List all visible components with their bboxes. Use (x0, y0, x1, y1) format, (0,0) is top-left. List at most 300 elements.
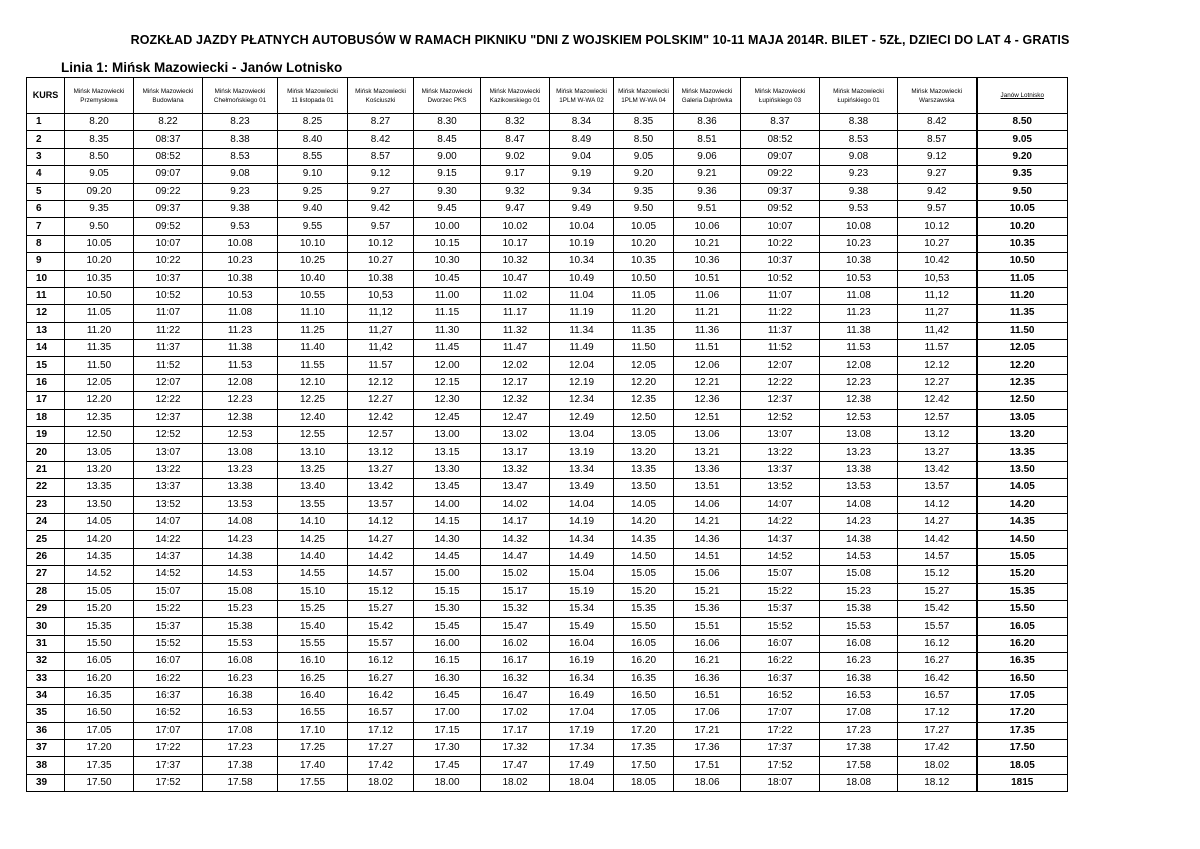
departure-time-cell: 14.40 (278, 548, 348, 565)
table-row (27, 531, 1068, 548)
table-row (27, 114, 1068, 131)
stop-name: Chełmońskiego 01 (213, 96, 267, 104)
departure-time-cell: 10.21 (674, 235, 741, 252)
departure-time-cell: 09:52 (134, 218, 203, 235)
departure-time-cell: 12.12 (348, 374, 414, 391)
departure-time-cell: 10.53 (203, 287, 278, 304)
departure-time-cell: 12.00 (414, 357, 481, 374)
departure-time-cell: 17.42 (898, 740, 977, 757)
departure-time-cell: 10.42 (898, 253, 977, 270)
stop-name: Kazikowskiego 01 (489, 96, 541, 104)
departure-time-cell: 17:52 (741, 757, 820, 774)
departure-time-cell: 14.27 (898, 513, 977, 530)
departure-time-cell: 17.55 (278, 774, 348, 791)
kurs-number: 20 (27, 444, 65, 461)
departure-time-cell: 8.25 (278, 114, 348, 131)
departure-time-cell: 12.27 (348, 392, 414, 409)
departure-time-cell: 12.05 (614, 357, 674, 374)
departure-time-cell: 12.19 (550, 374, 614, 391)
departure-time-cell: 11.25 (278, 322, 348, 339)
departure-time-cell: 12.08 (203, 374, 278, 391)
kurs-number: 10 (27, 270, 65, 287)
departure-time-cell: 14.55 (278, 566, 348, 583)
stop-column-header (898, 78, 977, 114)
departure-time-cell: 8.57 (348, 148, 414, 165)
departure-time-cell: 10.51 (674, 270, 741, 287)
departure-time-cell: 9.57 (348, 218, 414, 235)
table-row (27, 444, 1068, 461)
departure-time-cell: 14.45 (414, 548, 481, 565)
stop-city: Mińsk Mazowiecki (911, 87, 963, 95)
arrival-time-cell: 14.05 (977, 479, 1068, 496)
departure-time-cell: 16:52 (741, 687, 820, 704)
departure-time-cell: 17.36 (674, 740, 741, 757)
departure-time-cell: 12.57 (348, 427, 414, 444)
stop-name: Warszawska (919, 96, 955, 104)
departure-time-cell: 14.53 (820, 548, 898, 565)
stop-city: Mińsk Mazowiecki (142, 87, 194, 95)
departure-time-cell: 10.38 (203, 270, 278, 287)
departure-time-cell: 9.42 (898, 183, 977, 200)
departure-time-cell: 16.10 (278, 653, 348, 670)
departure-time-cell: 16.27 (898, 653, 977, 670)
departure-time-cell: 9.15 (414, 166, 481, 183)
departure-time-cell: 16:22 (134, 670, 203, 687)
departure-time-cell: 17.23 (820, 722, 898, 739)
arrival-time-cell: 17.05 (977, 687, 1068, 704)
departure-time-cell: 9.17 (481, 166, 550, 183)
stop-column-header (674, 78, 741, 114)
departure-time-cell: 11.40 (278, 340, 348, 357)
departure-time-cell: 12:07 (134, 374, 203, 391)
departure-time-cell: 17.27 (898, 722, 977, 739)
table-row (27, 200, 1068, 217)
kurs-number: 7 (27, 218, 65, 235)
departure-time-cell: 17.05 (65, 722, 134, 739)
departure-time-cell: 11:37 (741, 322, 820, 339)
departure-time-cell: 13:22 (134, 461, 203, 478)
departure-time-cell: 12.50 (65, 427, 134, 444)
departure-time-cell: 10.30 (414, 253, 481, 270)
departure-time-cell: 15.57 (348, 635, 414, 652)
departure-time-cell: 17.20 (614, 722, 674, 739)
departure-time-cell: 13.35 (614, 461, 674, 478)
table-row (27, 253, 1068, 270)
departure-time-cell: 10.12 (348, 235, 414, 252)
departure-time-cell: 15.27 (898, 583, 977, 600)
departure-time-cell: 11,42 (898, 322, 977, 339)
departure-time-cell: 16.38 (820, 670, 898, 687)
table-row (27, 740, 1068, 757)
departure-time-cell: 13.42 (348, 479, 414, 496)
stop-name: Łupińskiego 01 (837, 96, 880, 104)
departure-time-cell: 16:22 (741, 653, 820, 670)
departure-time-cell: 15.30 (414, 600, 481, 617)
departure-time-cell: 12.35 (614, 392, 674, 409)
table-row (27, 270, 1068, 287)
kurs-number: 36 (27, 722, 65, 739)
departure-time-cell: 8.42 (348, 131, 414, 148)
departure-time-cell: 14.51 (674, 548, 741, 565)
arrival-time-cell: 15.05 (977, 548, 1068, 565)
departure-time-cell: 11:37 (134, 340, 203, 357)
departure-time-cell: 11.20 (65, 322, 134, 339)
departure-time-cell: 15.08 (203, 583, 278, 600)
departure-time-cell: 13.08 (203, 444, 278, 461)
departure-time-cell: 15.47 (481, 618, 550, 635)
departure-time-cell: 14.20 (65, 531, 134, 548)
departure-time-cell: 8.42 (898, 114, 977, 131)
departure-time-cell: 14.57 (898, 548, 977, 565)
kurs-number: 31 (27, 635, 65, 652)
kurs-column-header: KURS (27, 78, 65, 114)
table-row (27, 183, 1068, 200)
departure-time-cell: 17.35 (65, 757, 134, 774)
departure-time-cell: 11:07 (741, 287, 820, 304)
header-row (27, 78, 1068, 114)
departure-time-cell: 12.53 (820, 409, 898, 426)
departure-time-cell: 8.37 (741, 114, 820, 131)
departure-time-cell: 16.30 (414, 670, 481, 687)
departure-time-cell: 13.38 (203, 479, 278, 496)
departure-time-cell: 17:22 (741, 722, 820, 739)
departure-time-cell: 15.15 (414, 583, 481, 600)
table-row (27, 166, 1068, 183)
departure-time-cell: 16.50 (614, 687, 674, 704)
departure-time-cell: 14.32 (481, 531, 550, 548)
departure-time-cell: 14.23 (203, 531, 278, 548)
departure-time-cell: 14.27 (348, 531, 414, 548)
departure-time-cell: 9.36 (674, 183, 741, 200)
arrival-time-cell: 10.35 (977, 235, 1068, 252)
kurs-number: 11 (27, 287, 65, 304)
departure-time-cell: 17.08 (820, 705, 898, 722)
departure-time-cell: 14:22 (741, 513, 820, 530)
departure-time-cell: 13.36 (674, 461, 741, 478)
stop-column-header (820, 78, 898, 114)
departure-time-cell: 10.19 (550, 235, 614, 252)
stop-city: Mińsk Mazowiecki (489, 87, 541, 95)
kurs-number: 16 (27, 374, 65, 391)
stop-name: Dworzec PKS (427, 96, 467, 104)
departure-time-cell: 13.51 (674, 479, 741, 496)
departure-time-cell: 9.05 (614, 148, 674, 165)
departure-time-cell: 11.55 (278, 357, 348, 374)
departure-time-cell: 10.49 (550, 270, 614, 287)
table-row (27, 131, 1068, 148)
departure-time-cell: 9.40 (278, 200, 348, 217)
arrival-time-cell: 13.05 (977, 409, 1068, 426)
departure-time-cell: 12.45 (414, 409, 481, 426)
departure-time-cell: 9.08 (203, 166, 278, 183)
departure-time-cell: 14.21 (674, 513, 741, 530)
kurs-number: 18 (27, 409, 65, 426)
departure-time-cell: 14.19 (550, 513, 614, 530)
departure-time-cell: 10.38 (820, 253, 898, 270)
departure-time-cell: 13.53 (203, 496, 278, 513)
table-row (27, 479, 1068, 496)
departure-time-cell: 10.34 (550, 253, 614, 270)
departure-time-cell: 11.05 (65, 305, 134, 322)
departure-time-cell: 14.23 (820, 513, 898, 530)
departure-time-cell: 13.20 (65, 461, 134, 478)
departure-time-cell: 13.27 (898, 444, 977, 461)
departure-time-cell: 11.36 (674, 322, 741, 339)
departure-time-cell: 14:52 (741, 548, 820, 565)
departure-time-cell: 10.23 (820, 235, 898, 252)
departure-time-cell: 13.38 (820, 461, 898, 478)
departure-time-cell: 11.57 (898, 340, 977, 357)
departure-time-cell: 16.02 (481, 635, 550, 652)
departure-time-cell: 17.20 (65, 740, 134, 757)
table-row (27, 757, 1068, 774)
departure-time-cell: 17.15 (414, 722, 481, 739)
departure-time-cell: 11.47 (481, 340, 550, 357)
departure-time-cell: 9.35 (65, 200, 134, 217)
departure-time-cell: 13.17 (481, 444, 550, 461)
departure-time-cell: 15:22 (741, 583, 820, 600)
departure-time-cell: 14.36 (674, 531, 741, 548)
arrival-time-cell: 11.50 (977, 322, 1068, 339)
departure-time-cell: 12.08 (820, 357, 898, 374)
departure-time-cell: 16.34 (550, 670, 614, 687)
departure-time-cell: 12:52 (134, 427, 203, 444)
departure-time-cell: 13.47 (481, 479, 550, 496)
kurs-number: 1 (27, 114, 65, 131)
kurs-number: 25 (27, 531, 65, 548)
departure-time-cell: 16.05 (65, 653, 134, 670)
departure-time-cell: 15.57 (898, 618, 977, 635)
departure-time-cell: 12:22 (741, 374, 820, 391)
departure-time-cell: 15.20 (65, 600, 134, 617)
departure-time-cell: 16.57 (348, 705, 414, 722)
departure-time-cell: 8.23 (203, 114, 278, 131)
departure-time-cell: 16.51 (674, 687, 741, 704)
departure-time-cell: 11.00 (414, 287, 481, 304)
departure-time-cell: 9.05 (65, 166, 134, 183)
departure-time-cell: 10.35 (65, 270, 134, 287)
departure-time-cell: 9.02 (481, 148, 550, 165)
departure-time-cell: 16.08 (820, 635, 898, 652)
departure-time-cell: 17:07 (741, 705, 820, 722)
departure-time-cell: 12.12 (898, 357, 977, 374)
departure-time-cell: 17.38 (203, 757, 278, 774)
departure-time-cell: 15.17 (481, 583, 550, 600)
departure-time-cell: 16.53 (820, 687, 898, 704)
departure-time-cell: 17:07 (134, 722, 203, 739)
departure-time-cell: 12:52 (741, 409, 820, 426)
departure-time-cell: 17.08 (203, 722, 278, 739)
departure-time-cell: 10:37 (134, 270, 203, 287)
departure-time-cell: 17:37 (134, 757, 203, 774)
departure-time-cell: 10.20 (614, 235, 674, 252)
departure-time-cell: 11,27 (898, 305, 977, 322)
departure-time-cell: 17.49 (550, 757, 614, 774)
departure-time-cell: 10:22 (134, 253, 203, 270)
departure-time-cell: 16.20 (614, 653, 674, 670)
departure-time-cell: 10.55 (278, 287, 348, 304)
departure-time-cell: 11.20 (614, 305, 674, 322)
departure-time-cell: 9.12 (898, 148, 977, 165)
departure-time-cell: 15.08 (820, 566, 898, 583)
departure-time-cell: 8.53 (203, 148, 278, 165)
departure-time-cell: 16.45 (414, 687, 481, 704)
departure-time-cell: 10:52 (134, 287, 203, 304)
departure-time-cell: 12.05 (65, 374, 134, 391)
departure-time-cell: 14.42 (898, 531, 977, 548)
departure-time-cell: 10.06 (674, 218, 741, 235)
departure-time-cell: 10.02 (481, 218, 550, 235)
departure-time-cell: 17.58 (820, 757, 898, 774)
departure-time-cell: 12.32 (481, 392, 550, 409)
kurs-number: 4 (27, 166, 65, 183)
departure-time-cell: 15.23 (203, 600, 278, 617)
departure-time-cell: 14.15 (414, 513, 481, 530)
arrival-time-cell: 10.50 (977, 253, 1068, 270)
departure-time-cell: 9.06 (674, 148, 741, 165)
stop-city: Mińsk Mazowiecki (355, 87, 406, 95)
departure-time-cell: 10.04 (550, 218, 614, 235)
table-row (27, 670, 1068, 687)
departure-time-cell: 13.08 (820, 427, 898, 444)
stop-name: Galeria Dąbrówka (681, 96, 733, 104)
stop-name: 1PLM W-WA 02 (559, 96, 604, 104)
departure-time-cell: 12.47 (481, 409, 550, 426)
departure-time-cell: 09:22 (134, 183, 203, 200)
departure-time-cell: 8.49 (550, 131, 614, 148)
departure-time-cell: 15:37 (134, 618, 203, 635)
stop-column-header (481, 78, 550, 114)
departure-time-cell: 9.50 (65, 218, 134, 235)
departure-time-cell: 12.42 (348, 409, 414, 426)
departure-time-cell: 08:52 (134, 148, 203, 165)
departure-time-cell: 15.23 (820, 583, 898, 600)
departure-time-cell: 18.02 (898, 757, 977, 774)
departure-time-cell: 8.53 (820, 131, 898, 148)
arrival-time-cell: 13.20 (977, 427, 1068, 444)
departure-time-cell: 16.35 (65, 687, 134, 704)
table-row (27, 357, 1068, 374)
departure-time-cell: 10.47 (481, 270, 550, 287)
departure-time-cell: 15.27 (348, 600, 414, 617)
departure-time-cell: 10.10 (278, 235, 348, 252)
departure-time-cell: 15.35 (65, 618, 134, 635)
table-row (27, 635, 1068, 652)
departure-time-cell: 12.02 (481, 357, 550, 374)
departure-time-cell: 12.57 (898, 409, 977, 426)
departure-time-cell: 15.12 (348, 583, 414, 600)
departure-time-cell: 17.30 (414, 740, 481, 757)
departure-time-cell: 16.17 (481, 653, 550, 670)
departure-time-cell: 17.05 (614, 705, 674, 722)
departure-time-cell: 13:37 (741, 461, 820, 478)
departure-time-cell: 8.32 (481, 114, 550, 131)
departure-time-cell: 9.53 (203, 218, 278, 235)
stop-column-header (203, 78, 278, 114)
departure-time-cell: 10.20 (65, 253, 134, 270)
departure-time-cell: 11:52 (134, 357, 203, 374)
departure-time-cell: 16.36 (674, 670, 741, 687)
kurs-number: 37 (27, 740, 65, 757)
departure-time-cell: 12:37 (134, 409, 203, 426)
stop-city: Mińsk Mazowiecki (287, 87, 338, 95)
departure-time-cell: 9.19 (550, 166, 614, 183)
kurs-number: 28 (27, 583, 65, 600)
departure-time-cell: 11,12 (898, 287, 977, 304)
departure-time-cell: 11.23 (820, 305, 898, 322)
departure-time-cell: 17:22 (134, 740, 203, 757)
departure-time-cell: 15.32 (481, 600, 550, 617)
departure-time-cell: 13.35 (65, 479, 134, 496)
departure-time-cell: 10.27 (898, 235, 977, 252)
departure-time-cell: 14.38 (820, 531, 898, 548)
departure-time-cell: 10.35 (614, 253, 674, 270)
departure-time-cell: 13.32 (481, 461, 550, 478)
departure-time-cell: 15.12 (898, 566, 977, 583)
departure-time-cell: 14.53 (203, 566, 278, 583)
departure-time-cell: 15.35 (614, 600, 674, 617)
departure-time-cell: 13.50 (65, 496, 134, 513)
departure-time-cell: 14.35 (65, 548, 134, 565)
departure-time-cell: 10.05 (614, 218, 674, 235)
departure-time-cell: 9.10 (278, 166, 348, 183)
table-row (27, 496, 1068, 513)
departure-time-cell: 08:52 (741, 131, 820, 148)
departure-time-cell: 17.42 (348, 757, 414, 774)
departure-time-cell: 18.04 (550, 774, 614, 791)
departure-time-cell: 11.38 (203, 340, 278, 357)
timetable-header (27, 78, 1068, 114)
kurs-number: 27 (27, 566, 65, 583)
departure-time-cell: 16.15 (414, 653, 481, 670)
departure-time-cell: 14.05 (65, 513, 134, 530)
stop-column-header (741, 78, 820, 114)
departure-time-cell: 10.15 (414, 235, 481, 252)
departure-time-cell: 14.08 (820, 496, 898, 513)
departure-time-cell: 8.27 (348, 114, 414, 131)
departure-time-cell: 12.50 (614, 409, 674, 426)
table-row (27, 600, 1068, 617)
kurs-number: 3 (27, 148, 65, 165)
arrival-time-cell: 11.35 (977, 305, 1068, 322)
departure-time-cell: 17.27 (348, 740, 414, 757)
departure-time-cell: 09.20 (65, 183, 134, 200)
departure-time-cell: 9.20 (614, 166, 674, 183)
departure-time-cell: 12.23 (820, 374, 898, 391)
departure-time-cell: 10,53 (348, 287, 414, 304)
departure-time-cell: 15:37 (741, 600, 820, 617)
table-row (27, 774, 1068, 791)
departure-time-cell: 12.06 (674, 357, 741, 374)
departure-time-cell: 8.30 (414, 114, 481, 131)
departure-time-cell: 11.10 (278, 305, 348, 322)
departure-time-cell: 12.34 (550, 392, 614, 409)
departure-time-cell: 14.04 (550, 496, 614, 513)
departure-time-cell: 09:22 (741, 166, 820, 183)
arrival-time-cell: 10.05 (977, 200, 1068, 217)
arrival-time-cell: 10.20 (977, 218, 1068, 235)
departure-time-cell: 14.00 (414, 496, 481, 513)
departure-time-cell: 16.50 (65, 705, 134, 722)
departure-time-cell: 12.10 (278, 374, 348, 391)
departure-time-cell: 16.38 (203, 687, 278, 704)
departure-time-cell: 17.00 (414, 705, 481, 722)
departure-time-cell: 13:37 (134, 479, 203, 496)
departure-time-cell: 15:52 (134, 635, 203, 652)
departure-time-cell: 14.25 (278, 531, 348, 548)
departure-time-cell: 10.08 (203, 235, 278, 252)
departure-time-cell: 11.51 (674, 340, 741, 357)
